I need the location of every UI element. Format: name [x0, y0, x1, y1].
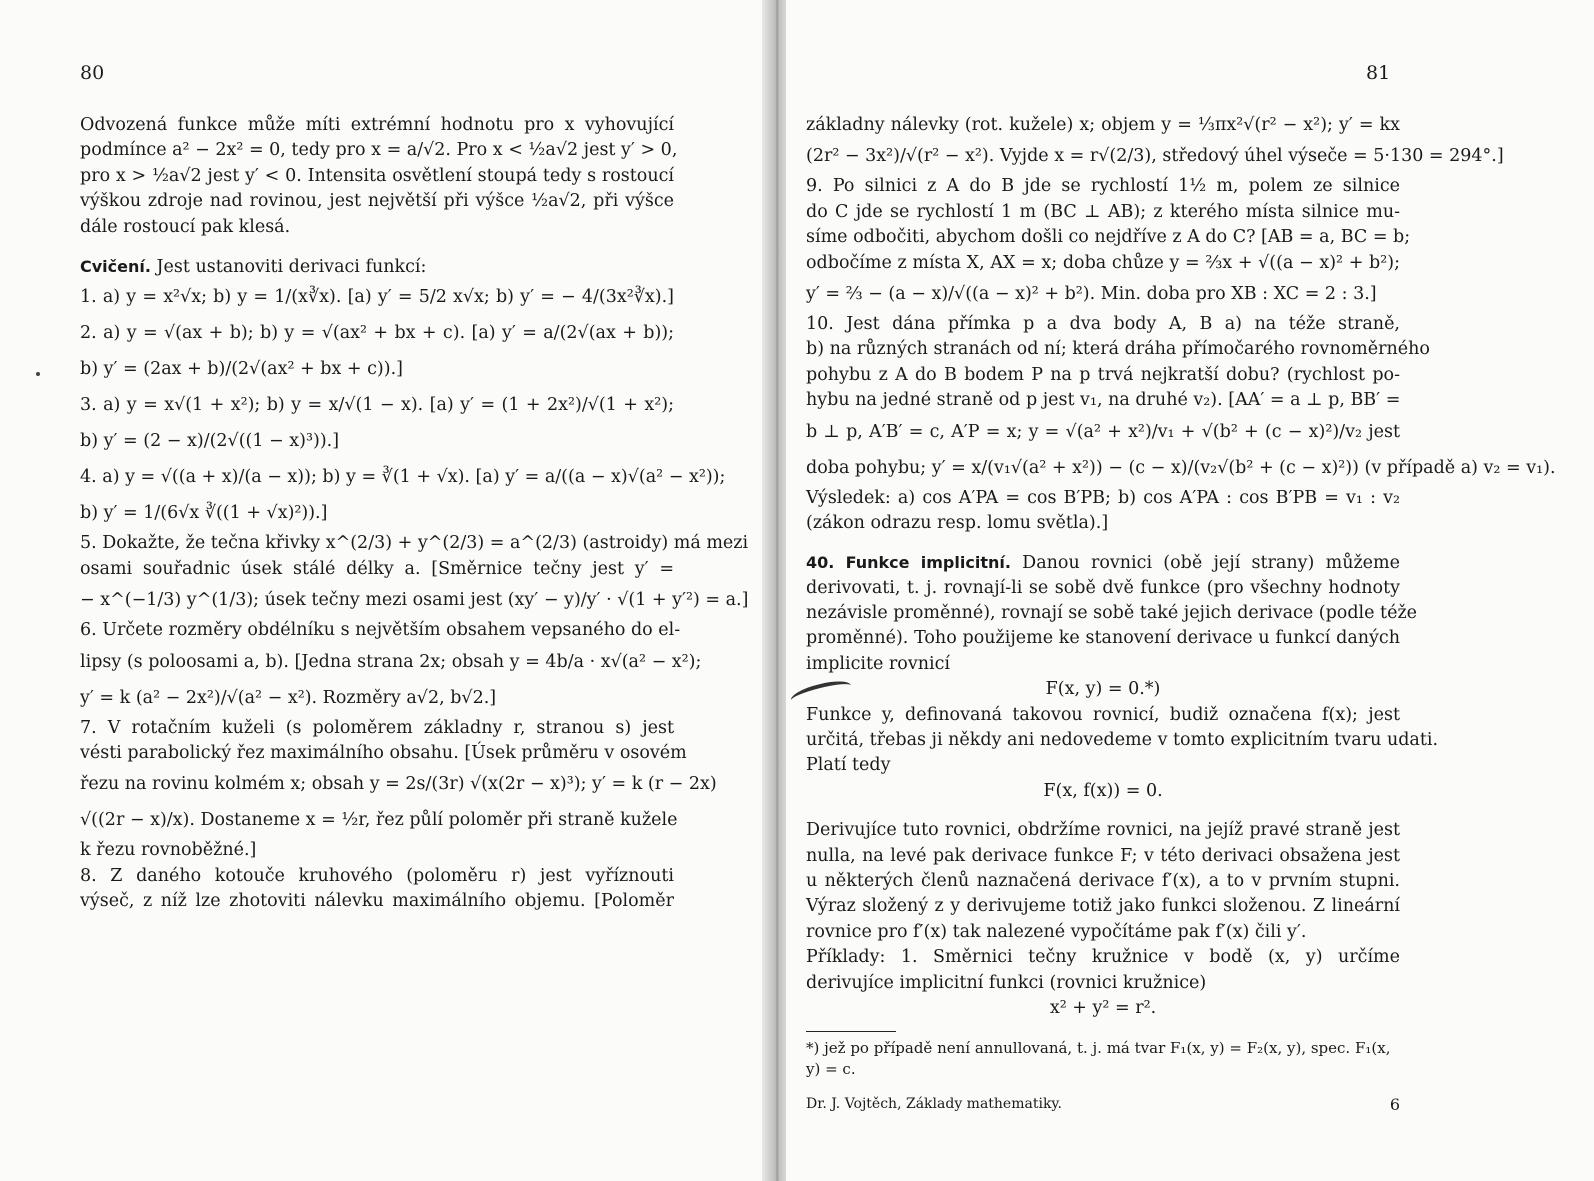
text-line: Příklady: 1. Směrnici tečny kružnice v bodě (x, y) určíme: [806, 947, 1400, 968]
text-line: (zákon odrazu resp. lomu světla).]: [806, 512, 1109, 533]
text-line: derivovati, t. j. rovnají-li se sobě dvě funkce (pro všechny hodnoty: [806, 577, 1400, 598]
text-line: 10. Jest dána přímka p a dva body A, B a) na téže straně,: [806, 313, 1400, 334]
text-line: y′ = ⅔ − (a − x)/√((a − x)² + b²). Min. doba pro XB : XC = 2 : 3.]: [806, 283, 1377, 304]
text-line: do C jde se rychlostí 1 m (BC ⊥ AB); z kterého místa silnice mu-: [806, 201, 1400, 222]
text-line: podmínce a² − 2x² = 0, tedy pro x = a/√2. Pro x < ½a√2 jest y′ > 0,: [80, 140, 678, 161]
text-line: derivujíce implicitní funkci (rovnici kružnice): [806, 972, 1207, 993]
text-line: 1. a) y = x²√x; b) y = 1/(x∛x). [a) y′ = 5/2 x√x; b) y′ = − 4/(3x²∛x).]: [80, 287, 674, 308]
text-line: síme odbočiti, abychom došli co nejdříve z A do C? [AB = a, BC = b;: [806, 227, 1411, 248]
text-line: určitá, třebas ji někdy ani nedovedeme v tomto explicitním tvaru udati.: [806, 730, 1439, 751]
text-line: Platí tedy: [806, 755, 891, 776]
text-line: nulla, na levé pak derivace funkce F; v této derivaci obsažena jest: [806, 845, 1400, 866]
text-line: 5. Dokažte, že tečna křivky x^(2/3) + y^(2/3) = a^(2/3) (astroidy) má mezi: [80, 533, 749, 554]
text-line: Derivujíce tuto rovnici, obdržíme rovnici, na jejíž pravé straně jest: [806, 820, 1400, 841]
text-line: výseč, z níž lze zhotoviti nálevku maximálního objemu. [Poloměr: [80, 891, 674, 912]
footnote: *) jež po případě není annullovaná, t. j. má tvar F₁(x, y) = F₂(x, y), spec. F₁(x, y) = c.: [806, 1039, 1391, 1079]
text-line: 7. V rotačním kuželi (s poloměrem základny r, stranou s) jest: [80, 717, 674, 738]
text-line: základny nálevky (rot. kužele) x; objem y = ⅓πx²√(r² − x²); y′ = kx: [806, 115, 1400, 135]
text-line: 6. Určete rozměry obdélníku s největším obsahem vepsaného do el-: [80, 620, 681, 641]
text-line: 40. Funkce implicitní. Danou rovnici (obě její strany) můžeme: [806, 553, 1400, 574]
text-line: řezu na rovinu kolmém x; obsah y = 2s/(3r) √(x(2r − x)³); y′ = k (r − 2x): [80, 774, 717, 795]
text-line: F(x, f(x)) = 0.: [1043, 780, 1163, 801]
text-line: Odvozená funkce může míti extrémní hodnotu pro x vyhovující: [80, 115, 674, 135]
text-line: 8. Z daného kotouče kruhového (poloměru r) jest vyříznouti: [80, 865, 674, 886]
text-line: k řezu rovnoběžné.]: [80, 840, 257, 861]
text-line: − x^(−1/3) y^(1/3); úsek tečny mezi osami jest (xy′ − y)/y′ · √(1 + y′²) = a.]: [80, 590, 749, 611]
text-line: b) y′ = 1/(6√x ∛((1 + √x)²)).]: [80, 503, 328, 524]
page-number-left: 80: [80, 62, 105, 84]
text-line: nezávisle proměnné), rovnají se sobě také jejich derivace (podle téže: [806, 603, 1418, 624]
text-line: (2r² − 3x²)/√(r² − x²). Vyjde x = r√(2/3), středový úhel výseče = 5·130 = 294°.]: [806, 146, 1504, 167]
text-line: b) y′ = (2 − x)/(2√((1 − x)³)).]: [80, 431, 340, 452]
left-page: [0, 0, 768, 1181]
paragraph-gap: [80, 240, 674, 254]
text-line: doba pohybu; y′ = x/(v₁√(a² + x²)) − (c − x)/(v₂√(b² + (c − x)²)) (v případě a) v₂ = v₁).: [806, 457, 1556, 478]
signature-mark: 6: [1389, 1095, 1400, 1115]
text-line: hybu na jedné straně od p jest v₁, na druhé v₂). [AA′ = a ⊥ p, BB′ =: [806, 390, 1401, 411]
right-page: [786, 0, 1594, 1181]
left-page-text: [80, 113, 749, 914]
ink-speck: [36, 372, 40, 376]
text-line: Výsledek: a) cos A′PA = cos B′PB; b) cos A′PA : cos B′PB = v₁ : v₂: [806, 487, 1400, 508]
running-footer: [806, 1092, 1400, 1117]
text-line: Cvičení. Jest ustanoviti derivaci funkcí:: [80, 256, 427, 277]
page-number-right: 81: [1366, 62, 1391, 84]
paragraph-gap: [806, 536, 1400, 550]
text-line: 4. a) y = √((a + x)/(a − x)); b) y = ∛(1 + √x). [a) y′ = a/((a − x)√(a² − x²));: [80, 467, 726, 488]
text-line: dále rostoucí pak klesá.: [80, 216, 291, 237]
text-line: lipsy (s poloosami a, b). [Jedna strana 2x; obsah y = 4b/a · x√(a² − x²);: [80, 651, 702, 672]
text-line: rovnice pro f′(x) tak nalezené vypočítáme pak f′(x) čili y′.: [806, 921, 1307, 942]
text-line: výškou zdroje nad rovinou, jest největší při výšce ½a√2, při výšce: [80, 191, 674, 212]
text-line: b) y′ = (2ax + b)/(2√(ax² + bx + c)).]: [80, 359, 403, 380]
text-line: Výraz složený z y derivujeme totiž jako funkci složenou. Z lineární: [806, 896, 1400, 917]
text-line: pohybu z A do B bodem P na p trvá nejkratší dobu? (rychlost po-: [806, 364, 1400, 385]
text-line: 9. Po silnici z A do B jde se rychlostí 1½ m, polem ze silnice: [806, 176, 1400, 197]
footnote-rule: [806, 1031, 896, 1032]
text-line: F(x, y) = 0.*): [1045, 679, 1161, 700]
text-line: pro x > ½a√2 jest y′ < 0. Intensita osvětlení stoupá tedy s rostoucí: [80, 165, 674, 186]
right-page-text: [806, 113, 1556, 1118]
text-line: 2. a) y = √(ax + b); b) y = √(ax² + bx + c). [a) y′ = a/(2√(ax + b));: [80, 323, 674, 344]
text-line: odbočíme z místa X, AX = x; doba chůze y = ⅔x + √((a − x)² + b²);: [806, 252, 1400, 273]
text-line: proměnné). Toho použijeme ke stanovení derivace u funkcí daných: [806, 628, 1400, 649]
text-line: Funkce y, definovaná takovou rovnicí, budiž označena f(x); jest: [806, 704, 1400, 725]
text-line: osami souřadnic úsek stálé délky a. [Směrnice tečny jest y′ =: [80, 558, 674, 579]
text-line: b ⊥ p, A′B′ = c, A′P = x; y = √(a² + x²)/v₁ + √(b² + (c − x)²)/v₂ jest: [806, 421, 1400, 442]
text-line: x² + y² = r².: [1049, 997, 1157, 1018]
text-line: y′ = k (a² − 2x²)/√(a² − x²). Rozměry a√2, b√2.]: [80, 687, 497, 708]
text-line: implicite rovnicí: [806, 653, 950, 674]
text-line: √((2r − x)/x). Dostaneme x = ½r, řez půlí poloměr při straně kužele: [80, 810, 678, 831]
paragraph-gap: [806, 804, 1400, 818]
text-line: vésti parabolický řez maximálního obsahu. [Úsek průměru v osovém: [80, 742, 687, 763]
text-line: u některých členů naznačená derivace f′(x), a to v prvním stupni.: [806, 870, 1400, 891]
text-line: b) na různých stranách od ní; která dráha přímočarého rovnoměrného: [806, 339, 1430, 360]
text-line: 3. a) y = x√(1 + x²); b) y = x/√(1 − x). [a) y′ = (1 + 2x²)/√(1 + x²);: [80, 395, 674, 416]
running-footer-text: Dr. J. Vojtěch, Základy mathematiky.: [806, 1096, 1062, 1113]
